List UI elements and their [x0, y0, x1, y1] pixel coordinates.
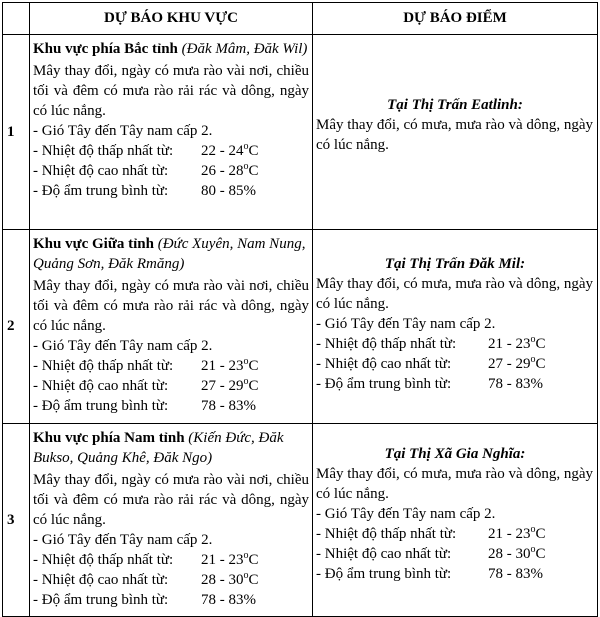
- point-wind-line: - Gió Tây đến Tây nam cấp 2.: [316, 506, 496, 522]
- tmax-line: [33, 570, 309, 590]
- region-areas: (Đức Xuyên, Nam Nung, Quảng Sơn, Đăk Rmăng): [33, 236, 306, 272]
- forecast-table: [2, 2, 598, 617]
- region-areas: (Đăk Mâm, Đăk Wil): [181, 41, 308, 57]
- wind-line: - Gió Tây đến Tây nam cấp 2.: [33, 338, 213, 354]
- tmin-value: 22 - 24$^o$C: [201, 141, 259, 159]
- point-humidity-line: [316, 374, 594, 394]
- point-description: Mây thay đổi, có mưa, mưa rào và dông, ngày có lúc nắng.: [316, 466, 594, 502]
- humidity-label: - Độ ẩm trung bình từ:: [33, 183, 169, 199]
- header-regional: DỰ BÁO KHU VỰC: [30, 3, 313, 35]
- regional-cell: [30, 230, 313, 424]
- point-description: Mây thay đổi, có mưa, mưa rào và dông, ngày có lúc nắng.: [316, 276, 594, 312]
- region-description: Mây thay đổi, ngày có mưa rào vài nơi, chiều tối và đêm có mưa rào rải rác và dông, ngày có lúc nắng.: [33, 472, 309, 528]
- table-row: [3, 35, 598, 230]
- point-tmax-value: 27 - 29$^o$C: [488, 354, 546, 372]
- region-heading: [33, 428, 309, 468]
- table-row: [3, 230, 598, 424]
- humidity-line: [33, 181, 309, 201]
- region-title: Khu vực Giữa tỉnh: [33, 236, 154, 252]
- point-humidity-line: [316, 564, 594, 584]
- point-humidity-label: - Độ ẩm trung bình từ:: [316, 376, 452, 392]
- humidity-value: 78 - 83%: [201, 398, 256, 414]
- header-row: [3, 3, 598, 35]
- point-title: Tại Thị Trấn Eatlinh:: [387, 97, 523, 113]
- tmin-line: [33, 356, 309, 376]
- tmin-label: - Nhiệt độ thấp nhất từ:: [33, 358, 174, 374]
- humidity-label: - Độ ẩm trung bình từ:: [33, 592, 169, 608]
- region-description: Mây thay đổi, ngày có mưa rào vài nơi, chiều tối và đêm có mưa rào rải rác và dông, ngày có lúc nắng.: [33, 63, 309, 119]
- humidity-value: 80 - 85%: [201, 183, 256, 199]
- point-tmin-value: 21 - 23$^o$C: [488, 334, 546, 352]
- tmax-value: 28 - 30$^o$C: [201, 570, 259, 588]
- point-tmin-line: [316, 334, 594, 354]
- tmax-label: - Nhiệt độ cao nhất từ:: [33, 378, 169, 394]
- region-areas: (Kiến Đức, Đăk Bukso, Quảng Khê, Đăk Ngo): [33, 430, 284, 466]
- region-title: Khu vực phía Nam tỉnh: [33, 430, 185, 446]
- tmin-line: [33, 141, 309, 161]
- row-number: 1: [3, 35, 30, 230]
- tmax-line: [33, 376, 309, 396]
- point-cell: [313, 35, 598, 230]
- point-title: Tại Thị Xã Gia Nghĩa:: [384, 446, 526, 462]
- point-tmax-value: 28 - 30$^o$C: [488, 544, 546, 562]
- region-heading: [33, 234, 309, 274]
- point-wind-line: - Gió Tây đến Tây nam cấp 2.: [316, 316, 496, 332]
- humidity-line: [33, 396, 309, 416]
- tmin-line: [33, 550, 309, 570]
- point-description: Mây thay đổi, có mưa, mưa rào và dông, ngày có lúc nắng.: [316, 117, 594, 153]
- tmax-value: 27 - 29$^o$C: [201, 376, 259, 394]
- humidity-label: - Độ ẩm trung bình từ:: [33, 398, 169, 414]
- point-tmax-label: - Nhiệt độ cao nhất từ:: [316, 546, 452, 562]
- humidity-value: 78 - 83%: [201, 592, 256, 608]
- table-row: [3, 424, 598, 617]
- row-number: 3: [3, 424, 30, 617]
- header-blank: [3, 3, 30, 35]
- header-point: DỰ BÁO ĐIỂM: [313, 3, 598, 35]
- point-tmax-label: - Nhiệt độ cao nhất từ:: [316, 356, 452, 372]
- point-tmin-value: 21 - 23$^o$C: [488, 524, 546, 542]
- tmax-line: [33, 161, 309, 181]
- tmax-label: - Nhiệt độ cao nhất từ:: [33, 163, 169, 179]
- humidity-line: [33, 590, 309, 610]
- tmin-value: 21 - 23$^o$C: [201, 550, 259, 568]
- region-title: Khu vực phía Bắc tỉnh: [33, 41, 178, 57]
- wind-line: - Gió Tây đến Tây nam cấp 2.: [33, 532, 213, 548]
- point-tmin-label: - Nhiệt độ thấp nhất từ:: [316, 336, 457, 352]
- point-tmin-line: [316, 524, 594, 544]
- point-cell: [313, 230, 598, 424]
- point-tmax-line: [316, 544, 594, 564]
- tmin-label: - Nhiệt độ thấp nhất từ:: [33, 143, 174, 159]
- wind-line: - Gió Tây đến Tây nam cấp 2.: [33, 123, 213, 139]
- point-humidity-value: 78 - 83%: [488, 376, 543, 392]
- region-description: Mây thay đổi, ngày có mưa rào vài nơi, chiều tối và đêm có mưa rào rải rác và dông, ngày có lúc nắng.: [33, 278, 309, 334]
- tmin-value: 21 - 23$^o$C: [201, 356, 259, 374]
- point-title: Tại Thị Trấn Đăk Mil:: [384, 256, 526, 272]
- point-cell: [313, 424, 598, 617]
- region-heading: [33, 39, 309, 59]
- point-humidity-value: 78 - 83%: [488, 566, 543, 582]
- tmax-label: - Nhiệt độ cao nhất từ:: [33, 572, 169, 588]
- regional-cell: [30, 424, 313, 617]
- tmin-label: - Nhiệt độ thấp nhất từ:: [33, 552, 174, 568]
- tmax-value: 26 - 28$^o$C: [201, 161, 259, 179]
- row-number: 2: [3, 230, 30, 424]
- point-tmin-label: - Nhiệt độ thấp nhất từ:: [316, 526, 457, 542]
- point-tmax-line: [316, 354, 594, 374]
- point-humidity-label: - Độ ẩm trung bình từ:: [316, 566, 452, 582]
- regional-cell: [30, 35, 313, 230]
